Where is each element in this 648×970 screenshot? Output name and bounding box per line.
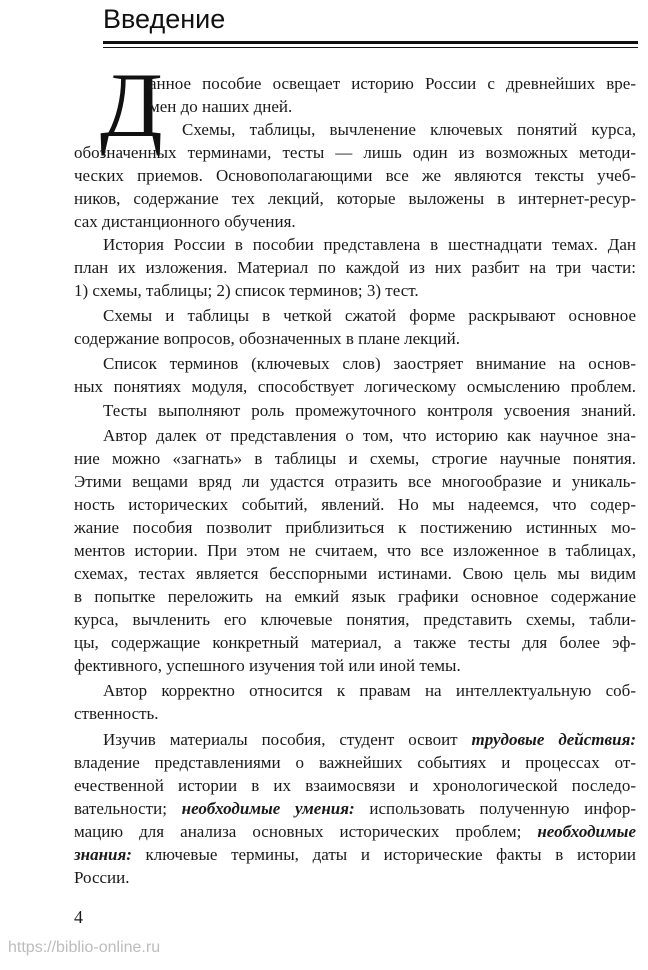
emphasis-term: необходимые умения:	[181, 799, 355, 818]
text-line: История России в пособии представлена в шестнадцати темах. Дан	[103, 235, 636, 254]
text-run: вательности;	[74, 799, 182, 818]
text-run: Изучив материалы пособия, студент освоит	[103, 730, 472, 749]
text-line: Автор корректно относится к правам на интеллектуальную соб-	[103, 681, 636, 700]
text-line: сах дистанционного обучения.	[74, 212, 296, 231]
text-line: Этими вещами вряд ли удастся отразить все многообразие и уникаль-	[74, 472, 636, 491]
text-line: обозначенных терминами, тесты — лишь один из возможных методи-	[74, 143, 636, 162]
text-line: Схемы и таблицы в четкой сжатой форме раскрывают основное	[103, 306, 636, 325]
drop-cap: Д	[100, 54, 163, 156]
text-line: схемах, тестах является бесспорными истинами. Свою цель мы видим	[74, 564, 636, 583]
text-line: Тесты выполняют роль промежуточного контроля усвоения знаний.	[103, 401, 636, 420]
text-line: жание пособия позволит приблизиться к постижению истинных мо-	[74, 518, 636, 537]
text-line	[74, 820, 636, 843]
emphasis-term: трудовые действия:	[471, 730, 636, 749]
text-line: план их изложения. Материал по каждой из них разбит на три части:	[74, 258, 636, 277]
text-line	[103, 728, 636, 751]
text-line: Схемы, таблицы, вычленение ключевых понятий курса,	[182, 120, 636, 139]
watermark-url: https://biblio-online.ru	[8, 939, 161, 956]
text-line: ственность.	[74, 704, 159, 723]
text-line	[74, 843, 636, 866]
text-line: владение представлениями о важнейших событиях и процессах от-	[74, 753, 636, 772]
text-line: 1) схемы, таблицы; 2) список терминов; 3) тест.	[74, 281, 419, 300]
text-line: в попытке переложить на емкий язык графики основное содержание	[74, 587, 636, 606]
text-run: использовать полученную инфор-	[354, 799, 637, 818]
text-run: мацию для анализа основных исторических проблем;	[74, 822, 538, 841]
text-line: мен до наших дней.	[149, 97, 293, 116]
text-line: ечественной истории в их взаимосвязи и хронологической последо-	[74, 776, 636, 795]
text-run: ключевые термины, даты и исторические факты в истории	[131, 845, 636, 864]
text-line: Автор далек от представления о том, что историю как научное зна-	[103, 426, 636, 445]
text-line: курса, вычленить его ключевые понятия, представить схемы, табли-	[74, 610, 636, 629]
text-line: ние можно «загнать» в таблицы и схемы, строгие научные понятия.	[74, 449, 636, 468]
text-line: анное пособие освещает историю России с древнейших вре-	[149, 74, 636, 93]
page-title: Введение	[103, 4, 226, 34]
text-line: содержание вопросов, обозначенных в плане лекций.	[74, 329, 460, 348]
text-line: ческих приемов. Основополагающими все же являются тексты учеб-	[74, 166, 636, 185]
heading-rule-thin	[103, 47, 638, 48]
text-line: фективного, успешного изучения той или иной темы.	[74, 656, 461, 675]
emphasis-term: знания:	[74, 845, 132, 864]
emphasis-term: необходимые	[537, 822, 636, 841]
text-line: ментов истории. При этом не считаем, что все изложенное в таблицах,	[74, 541, 636, 560]
text-line	[74, 797, 636, 820]
text-line: России.	[74, 868, 130, 887]
text-line: ных понятиях модуля, способствует логическому осмыслению проблем.	[74, 377, 636, 396]
heading-rule-thick	[103, 41, 638, 44]
text-line: ность исторических событий, явлений. Но мы надеемся, что содер-	[74, 495, 636, 514]
text-line: ников, содержание тех лекций, которые выложены в интернет-ресур-	[74, 189, 636, 208]
text-line: Список терминов (ключевых слов) заостряет внимание на основ-	[103, 354, 636, 373]
text-line: цы, содержащие конкретный материал, а также тесты для более эф-	[74, 633, 636, 652]
page-number: 4	[74, 907, 83, 927]
